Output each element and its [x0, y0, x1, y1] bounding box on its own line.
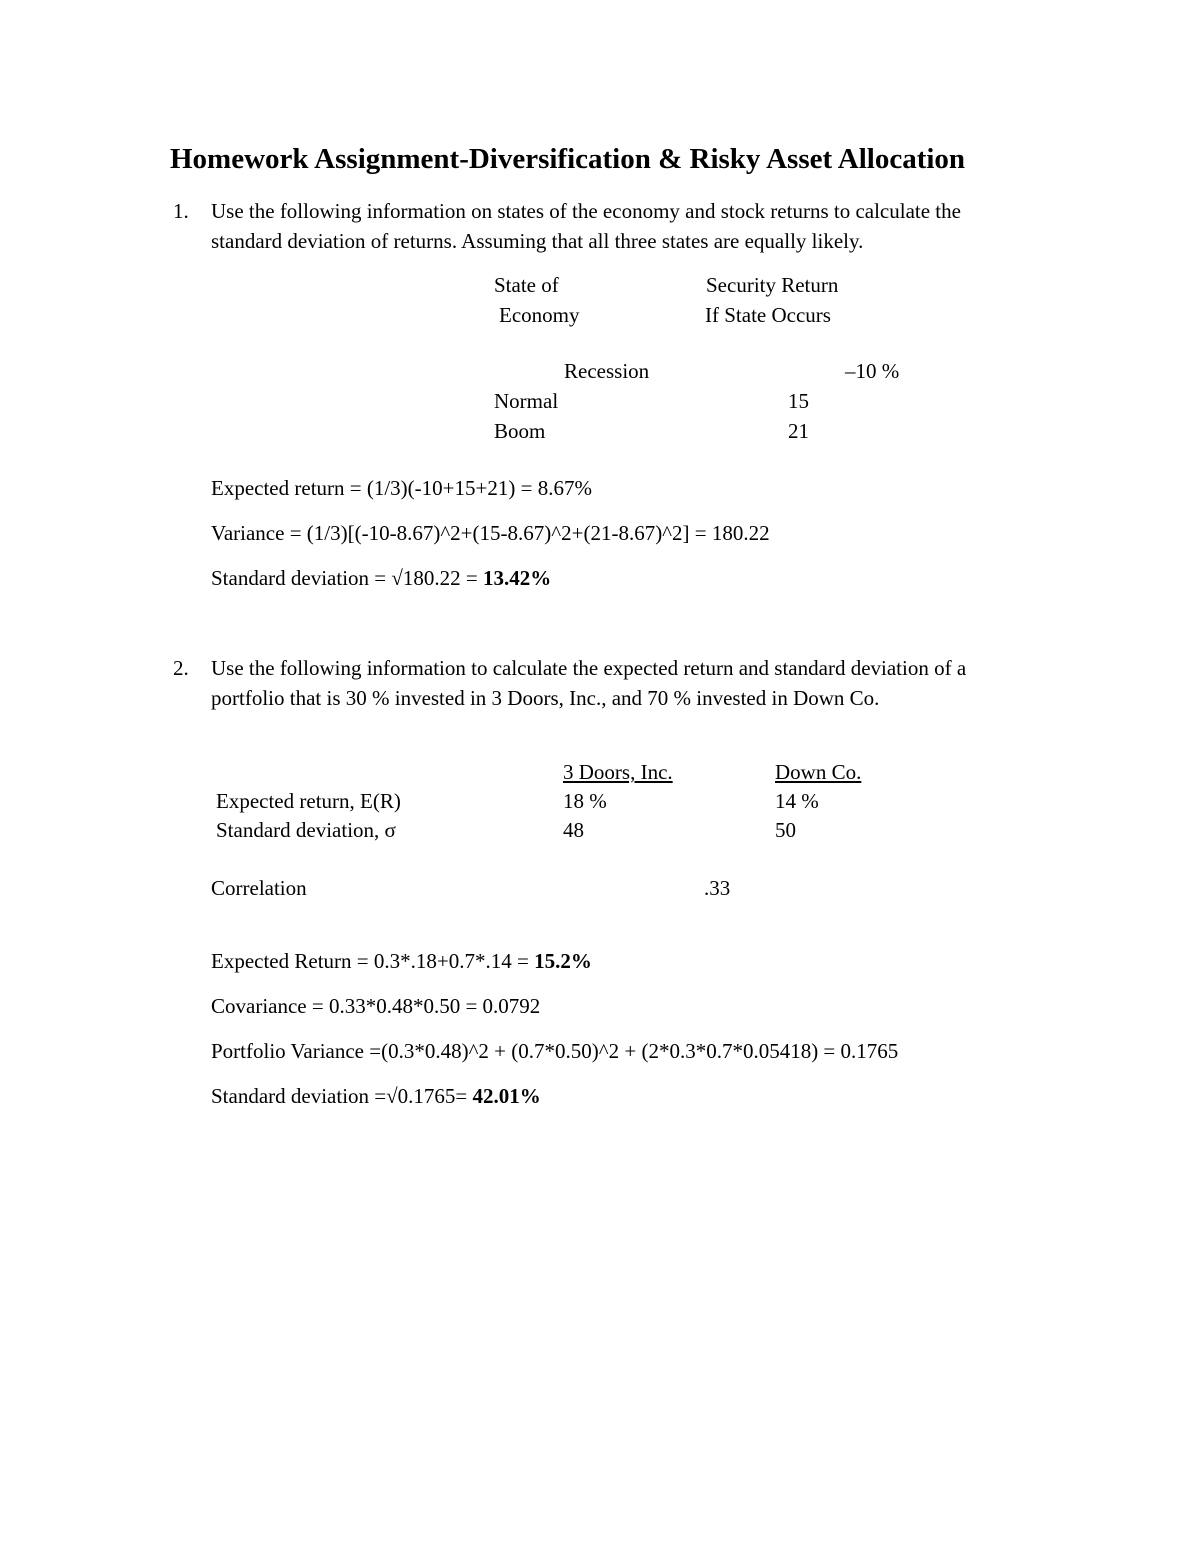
q2-row-b: 50: [775, 818, 796, 842]
q1-row-return: –10 %: [845, 359, 900, 383]
q2-expected-return: [211, 948, 592, 974]
q2-std-dev: [211, 1083, 541, 1109]
q2-row-label: Expected return, E(R): [216, 789, 401, 813]
q2-row-a: 18 %: [563, 789, 607, 813]
q2-expected-return-prefix: Expected Return = 0.3*.18+0.7*.14 =: [211, 949, 535, 973]
q2-portfolio-variance: Portfolio Variance =(0.3*0.48)^2 + (0.7*0.50)^2 + (2*0.3*0.7*0.05418) = 0.1765: [211, 1039, 899, 1063]
q1-variance: Variance = (1/3)[(-10-8.67)^2+(15-8.67)^2+(21-8.67)^2] = 180.22: [211, 521, 770, 545]
q1-prompt-line1: Use the following information on states of the economy and stock returns to calculate the: [211, 199, 961, 223]
q1-col1-header-line2: Economy: [499, 303, 580, 327]
q1-row-return: 21: [788, 419, 809, 443]
q1-row-state: Normal: [494, 389, 559, 413]
q1-row-state: Recession: [564, 359, 650, 383]
q2-row-a: 48: [563, 818, 584, 842]
q1-std-dev-result: 13.42%: [483, 566, 552, 590]
q2-prompt-line1: Use the following information to calculate the expected return and standard deviation of a: [211, 656, 967, 680]
q2-prompt-line2: portfolio that is 30 % invested in 3 Doors, Inc., and 70 % invested in Down Co.: [211, 686, 880, 710]
q2-col-a-header: 3 Doors, Inc.: [563, 760, 673, 784]
q1-prompt-line2: standard deviation of returns. Assuming that all three states are equally likely.: [211, 229, 864, 253]
q1-std-dev: [211, 565, 551, 591]
q2-row-b: 14 %: [775, 789, 819, 813]
page-title: Homework Assignment-Diversification & Risky Asset Allocation: [170, 143, 966, 175]
q1-row-return: 15: [788, 389, 809, 413]
q2-col-b-header: Down Co.: [775, 760, 862, 784]
q1-expected-return: Expected return = (1/3)(-10+15+21) = 8.67%: [211, 476, 592, 500]
q1-col1-header-line1: State of: [494, 273, 559, 297]
q2-correlation-label: Correlation: [211, 876, 307, 900]
q2-std-dev-result: 42.01%: [472, 1084, 541, 1108]
q2-row-label: Standard deviation, σ: [216, 818, 396, 842]
q2-expected-return-result: 15.2%: [534, 949, 592, 973]
q2-covariance: Covariance = 0.33*0.48*0.50 = 0.0792: [211, 994, 541, 1018]
q2-std-dev-prefix: Standard deviation =√0.1765=: [211, 1084, 473, 1108]
q1-std-dev-prefix: Standard deviation = √180.22 =: [211, 566, 484, 590]
q2-correlation-value: .33: [704, 876, 731, 900]
q1-row-state: Boom: [494, 419, 546, 443]
q1-number: 1.: [173, 199, 189, 223]
q1-col2-header-line1: Security Return: [706, 273, 839, 297]
q1-col2-header-line2: If State Occurs: [705, 303, 831, 327]
q2-number: 2.: [173, 656, 189, 680]
